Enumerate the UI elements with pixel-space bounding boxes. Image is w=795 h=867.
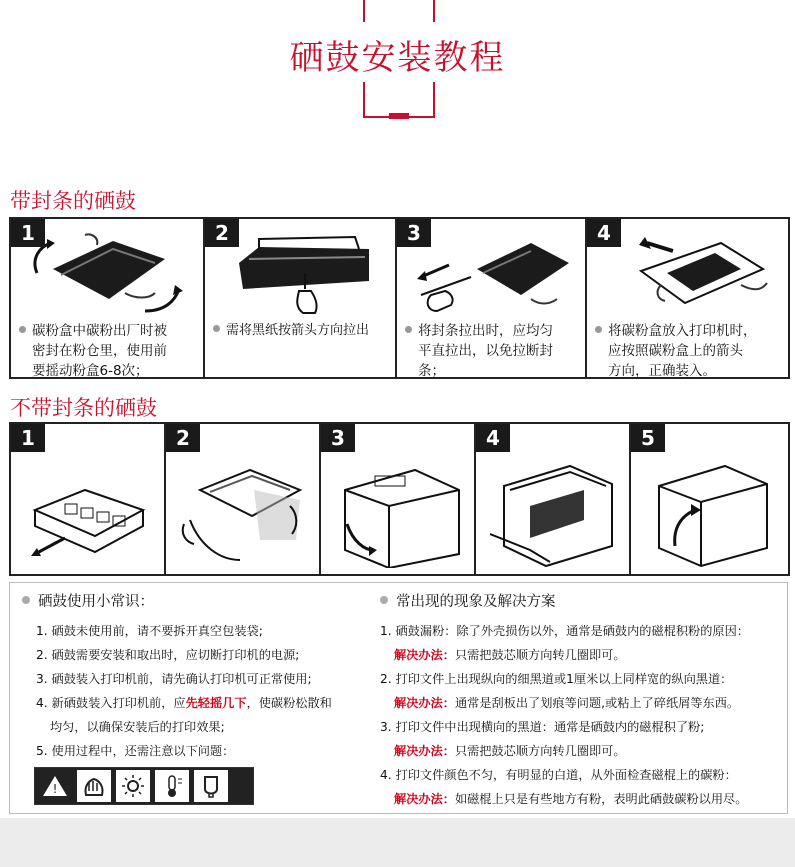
- troubleshooting-heading: 常出现的现象及解决方案: [380, 591, 780, 613]
- sealed-step-2: [205, 219, 397, 377]
- insert-cartridge-illustration: [601, 229, 770, 317]
- step-number: 2: [205, 219, 239, 247]
- step-number: 3: [321, 424, 355, 452]
- solution-line: 解决办法：只需把鼓芯顺方向转几圈即可。: [394, 648, 626, 662]
- sealed-step-1: [11, 219, 205, 377]
- step-caption: 需将黑纸按箭头方向拉出: [213, 321, 389, 341]
- solution-line: 解决办法：只需把鼓芯顺方向转几圈即可。: [394, 744, 626, 758]
- cartridge-removal-illustration: [25, 450, 152, 568]
- footer-bar: [0, 818, 795, 867]
- usage-tips-heading: 硒鼓使用小常识：: [22, 591, 382, 613]
- step-caption: 碳粉盒中碳粉出厂时被 密封在粉仓里，使用前 要摇动粉盒6-8次；: [19, 321, 197, 381]
- tip-line: 2. 硒鼓需要安装和取出时，应切断打印机的电源;: [36, 648, 300, 662]
- tip-line: 5. 使用过程中，还需注意以下问题：: [36, 744, 235, 758]
- svg-text:!: !: [52, 782, 58, 796]
- unsealed-step-2: [166, 424, 321, 574]
- no-moisture-icon: [193, 769, 229, 803]
- shake-drum-illustration: [180, 450, 307, 568]
- step-number: 4: [476, 424, 510, 452]
- usage-tips: [22, 591, 382, 805]
- step-number: 1: [11, 219, 45, 247]
- unsealed-step-5: [631, 424, 788, 574]
- tips-box: [9, 582, 788, 814]
- problem-line: 3. 打印文件中出现横向的黑道：通常是硒鼓内的磁棍积了粉;: [380, 720, 705, 734]
- warning-icons-strip: [34, 767, 254, 805]
- unsealed-step-1: [11, 424, 166, 574]
- temperature-icon: [154, 769, 190, 803]
- sealed-steps-row: [9, 217, 790, 379]
- step-number: 3: [397, 219, 431, 247]
- page-title: 硒鼓安装教程: [289, 38, 506, 78]
- open-printer-illustration: [335, 450, 462, 568]
- section-title-sealed: 带封条的硒鼓: [10, 189, 136, 213]
- problem-line: 1. 硒鼓漏粉：除了外壳损伤以外，通常是硒鼓内的磁棍积粉的原因：: [380, 624, 749, 638]
- step-caption: 将碳粉盒放入打印机时， 应按照碳粉盒上的箭头 方向，正确装入。: [595, 321, 778, 381]
- warning-triangle-icon: [37, 769, 73, 803]
- problem-line: 2. 打印文件上出现纵向的细黑道或1厘米以上同样宽的纵向黑道：: [380, 672, 733, 686]
- step-caption: 将封条拉出时，应均匀 平直拉出，以免拉断封 条；: [405, 321, 579, 381]
- tip-line: 均匀，以确保安装后的打印效果;: [50, 720, 225, 734]
- avoid-sunlight-icon: [115, 769, 151, 803]
- shake-cartridge-illustration: [25, 229, 191, 317]
- step-number: 1: [11, 424, 45, 452]
- step-number: 2: [166, 424, 200, 452]
- sealed-step-4: [587, 219, 784, 377]
- no-touch-drum-icon: [76, 769, 112, 803]
- close-printer-illustration: [645, 450, 774, 568]
- sealed-step-3: [397, 219, 587, 377]
- tip-line: 3. 硒鼓装入打印机前，请先确认打印机可正常使用;: [36, 672, 312, 686]
- tip-line: 1. 硒鼓未使用前，请不要拆开真空包装袋;: [36, 624, 263, 638]
- troubleshooting: [380, 591, 780, 811]
- tip-line: 4. 新硒鼓装入打印机前，应先轻摇几下，使碳粉松散和: [36, 696, 332, 710]
- step-number: 4: [587, 219, 621, 247]
- unsealed-step-3: [321, 424, 476, 574]
- pull-seal-illustration: [411, 229, 573, 317]
- pull-black-paper-illustration: [219, 229, 383, 317]
- problem-line: 4. 打印文件颜色不匀，有明显的白道，从外面检查磁棍上的碳粉：: [380, 768, 737, 782]
- unsealed-steps-row: [9, 422, 790, 576]
- solution-line: 解决办法：通常是刮板出了划痕等问题,或粘上了碎纸屑等东西。: [394, 696, 740, 710]
- section-title-unsealed: 不带封条的硒鼓: [10, 396, 157, 420]
- solution-line: 解决办法：如磁棍上只是有些地方有粉，表明此硒鼓碳粉以用尽。: [394, 792, 748, 806]
- unsealed-step-4: [476, 424, 631, 574]
- insert-drum-illustration: [490, 450, 617, 568]
- title-header: [0, 0, 795, 130]
- step-number: 5: [631, 424, 665, 452]
